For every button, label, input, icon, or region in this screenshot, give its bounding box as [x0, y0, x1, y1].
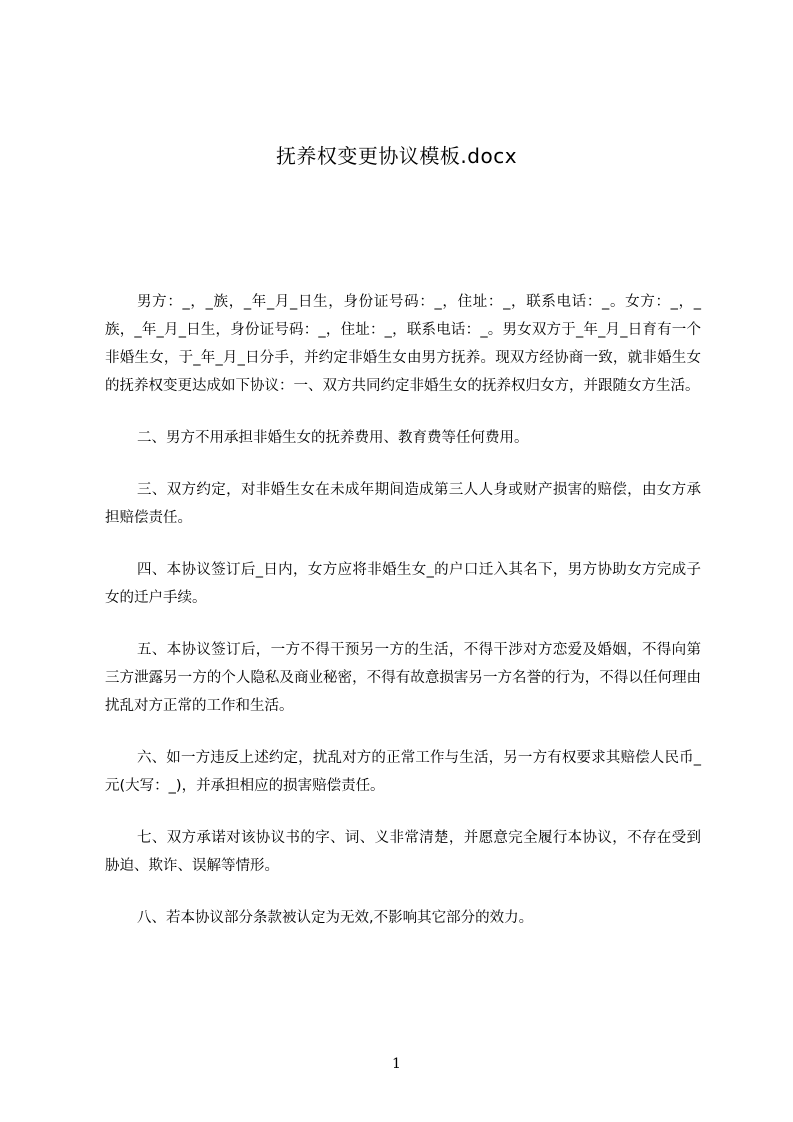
- paragraph-clause-5: 五、本协议签订后，一方不得干预另一方的生活，不得干涉对方恋爱及婚姻，不得向第三方泄露另一方的个人隐私及商业秘密，不得有故意损害另一方名誉的行为，不得以任何理由扰乱对方正常的工作和生活。: [105, 642, 701, 714]
- document-body: [105, 288, 701, 932]
- paragraph-clause-8: 八、若本协议部分条款被认定为无效,不影响其它部分的效力。: [137, 910, 534, 926]
- paragraph-clause-4: 四、本协议签订后_日内，女方应将非婚生女_的户口迁入其名下，男方协助女方完成子女的迁户手续。: [105, 562, 701, 606]
- paragraph-clause-2: 二、男方不用承担非婚生女的抚养费用、教育费等任何费用。: [137, 430, 529, 446]
- document-title: 抚养权变更协议模板.docx: [275, 144, 518, 168]
- paragraph-clause-6: 六、如一方违反上述约定，扰乱对方的正常工作与生活，另一方有权要求其赔偿人民币_元(大写：_)，并承担相应的损害赔偿责任。: [105, 750, 701, 794]
- paragraph-clause-3: 三、双方约定，对非婚生女在未成年期间造成第三人人身或财产损害的赔偿，由女方承担赔偿责任。: [105, 482, 701, 526]
- page-number: 1: [392, 1056, 401, 1072]
- paragraph-parties-and-clause-1: 男方：_，_族，_年_月_日生，身份证号码：_，住址：_，联系电话：_。女方：_，_族，_年_月_日生，身份证号码：_，住址：_，联系电话：_。男女双方于_年_月_日育有一个非婚生女，于_年_月_日分手，并约定非婚生女由男方抚养。现双方经协商一致，就非婚生女的抚养权变更达成如下协议：一、双方共同约定非婚生女的抚养权归女方，并跟随女方生活。: [105, 294, 701, 394]
- paragraph-clause-7: 七、双方承诺对该协议书的字、词、义非常清楚，并愿意完全履行本协议，不存在受到胁迫、欺诈、误解等情形。: [105, 830, 701, 874]
